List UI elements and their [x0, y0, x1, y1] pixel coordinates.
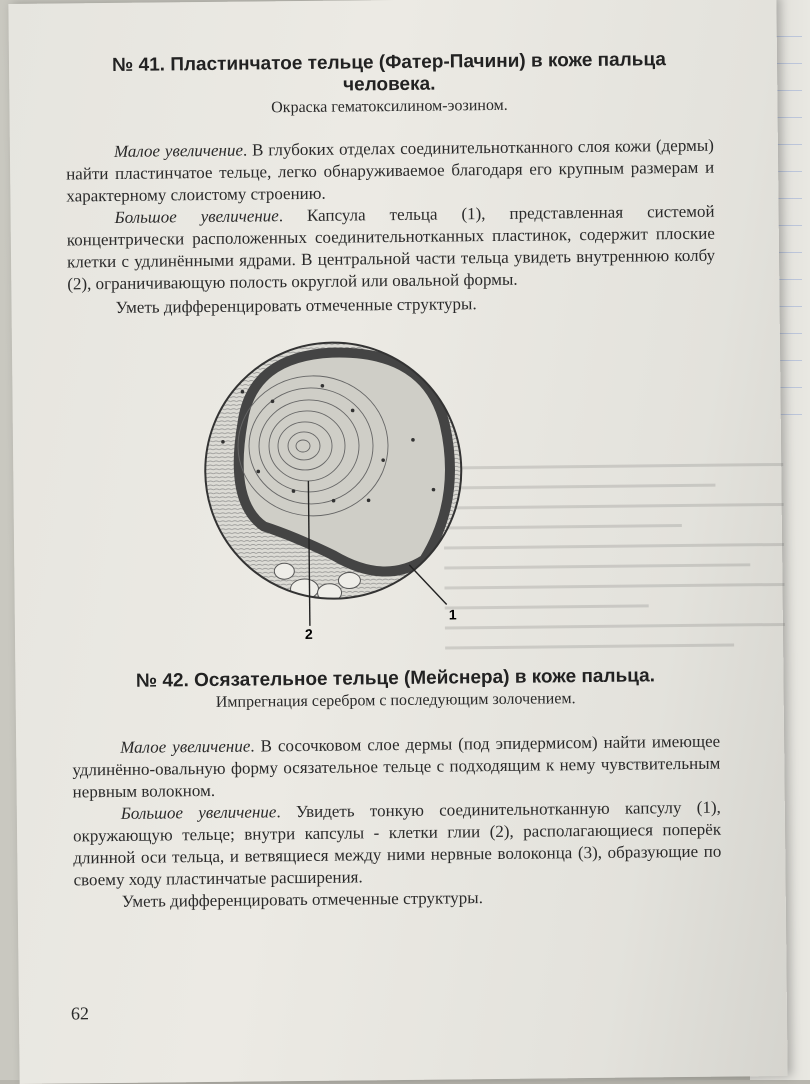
figure-label-1: 1	[448, 606, 457, 623]
section-42-skill: Уметь дифференцировать отмеченные структуры.	[121, 888, 484, 911]
figure-label-2: 2	[304, 625, 313, 642]
section-42-high-mag	[73, 797, 722, 892]
book-page	[8, 0, 787, 1084]
pacinian-corpuscle-figure	[182, 329, 485, 642]
low-mag-text: . В сосочковом слое дермы (под эпидермисом) найти имеющее удлинённо-овальную форму осязательное тельце с подходящим к нему чувствительным нервным волокном.	[72, 731, 721, 802]
section-42-title: № 42. Осязательное тельце (Мейснера) в коже пальца.	[135, 665, 656, 692]
page-number: 62	[70, 1003, 90, 1024]
high-mag-label: Большое увеличение	[114, 206, 279, 227]
section-41-title: № 41. Пластинчатое тельце (Фатер-Пачини) в коже пальца человека.	[112, 49, 666, 96]
leader-line-1	[409, 564, 446, 604]
section-41-stain: Окраска гематоксилином-эозином.	[271, 96, 508, 117]
section-41-high-mag	[66, 201, 715, 296]
section-41-skill: Уметь дифференцировать отмеченные структуры.	[115, 294, 477, 317]
section-41-low-mag	[66, 135, 715, 208]
section-42-low-mag	[72, 731, 721, 804]
low-mag-text: . В глубоких отделах соединительнотканного слоя кожи (дермы) найти пластинчатое тельце, легко обнаруживаемое благодаря его крупным размерам и характерному слоистому строению.	[66, 135, 715, 206]
high-mag-label: Большое увеличение	[120, 802, 277, 823]
low-mag-label: Малое увеличение	[113, 140, 244, 161]
high-mag-text: . Капсула тельца (1), представленная системой концентрически расположенных соединительнотканных пластинок, содержит плоские клетки с удлинёнными ядрами. В центральной части тельца увидеть внутреннюю колбу (2), ограничивающую полость округлой или овальной формы.	[66, 201, 716, 294]
low-mag-label: Малое увеличение	[120, 736, 251, 757]
high-mag-text: . Увидеть тонкую соединительнотканную капсулу (1), окружающую тельце; внутри капсулы - клетки глии (2), располагающиеся поперёк длинной оси тельца, и ветвящиеся между ними нервные волоконца (3), образующие по своему ходу пластинчатые расширения.	[72, 797, 722, 890]
section-42-stain: Импрегнация серебром с последующим золочением.	[215, 690, 576, 711]
